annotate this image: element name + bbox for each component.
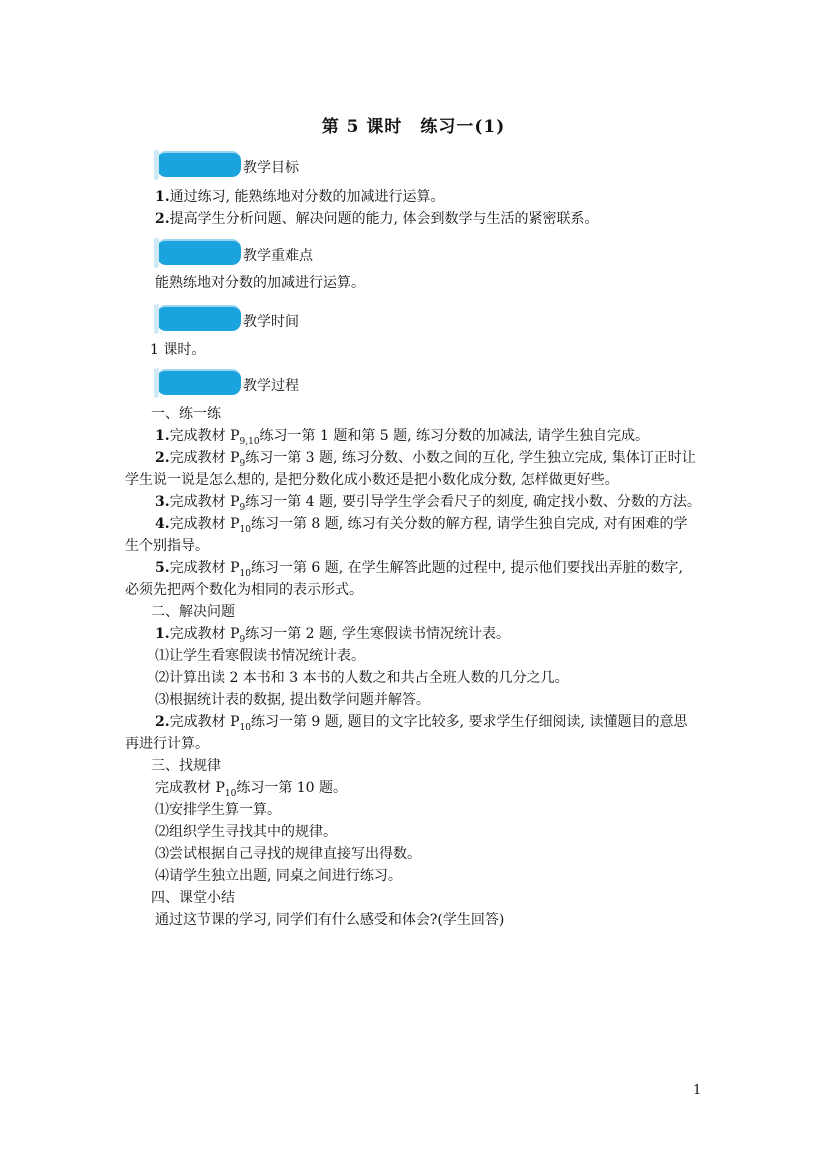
process-item: 3.完成教材 $P_9$练习一第 4 题, 要引导学生学会看尺子的刻度, 确定找小数、分数的方法。 bbox=[155, 494, 701, 513]
process-item: 2.完成教材 $P_9$练习一第 3 题, 练习分数、小数之间的互化, 学生独立完成, 集体订正时让 bbox=[155, 450, 696, 469]
section-process-label: 教学过程 bbox=[243, 378, 299, 394]
sub-item: ⑵组织学生寻找其中的规律。 bbox=[155, 824, 337, 840]
section-goals-label: 教学目标 bbox=[243, 160, 299, 176]
section-process bbox=[157, 369, 557, 397]
time-text: 1 课时。 bbox=[150, 342, 206, 358]
section-time-label: 教学时间 bbox=[243, 314, 299, 330]
key-points-text: 能熟练地对分数的加减进行运算。 bbox=[155, 275, 365, 291]
sub-item: ⑴安排学生算一算。 bbox=[155, 802, 281, 818]
process-item-continued: 必须先把两个数化为相同的表示形式。 bbox=[125, 582, 363, 598]
sub-item: ⑶尝试根据自己寻找的规律直接写出得数。 bbox=[155, 846, 421, 862]
part-heading: 一、练一练 bbox=[151, 406, 221, 422]
lesson-title: 第 5 课时 练习一(1) bbox=[321, 117, 506, 137]
process-item: 完成教材 $P_{10}$练习一第 10 题。 bbox=[155, 780, 348, 799]
summary-text: 通过这节课的学习, 同学们有什么感受和体会?(学生回答) bbox=[155, 912, 505, 928]
section-badge bbox=[157, 239, 241, 265]
section-time bbox=[157, 305, 557, 333]
process-item-continued: 生个别指导。 bbox=[125, 538, 209, 554]
section-badge bbox=[157, 151, 241, 177]
part-heading: 四、课堂小结 bbox=[151, 890, 235, 906]
process-item-continued: 再进行计算。 bbox=[125, 736, 209, 752]
process-item: 4.完成教材 $P_{10}$练习一第 8 题, 练习有关分数的解方程, 请学生独自完成, 对有困难的学 bbox=[155, 516, 688, 535]
sub-item: ⑷请学生独立出题, 同桌之间进行练习。 bbox=[155, 868, 402, 884]
goal-item: 1.通过练习, 能熟练地对分数的加减进行运算。 bbox=[155, 189, 445, 205]
section-badge bbox=[157, 369, 241, 395]
goal-item: 2.提高学生分析问题、解决问题的能力, 体会到数学与生活的紧密联系。 bbox=[155, 211, 599, 227]
part-heading: 三、找规律 bbox=[151, 758, 221, 774]
section-key-points-label: 教学重难点 bbox=[243, 248, 313, 264]
process-item: 5.完成教材 $P_{10}$练习一第 6 题, 在学生解答此题的过程中, 提示他们要找出弄脏的数字, bbox=[155, 560, 684, 579]
process-item: 2.完成教材 $P_{10}$练习一第 9 题, 题目的文字比较多, 要求学生仔细阅读, 读懂题目的意思 bbox=[155, 714, 688, 733]
page-number: 1 bbox=[693, 1083, 702, 1098]
process-item: 1.完成教材 $P_9$练习一第 2 题, 学生寒假读书情况统计表。 bbox=[155, 626, 510, 645]
part-heading: 二、解决问题 bbox=[151, 604, 235, 620]
sub-item: ⑴让学生看寒假读书情况统计表。 bbox=[155, 648, 365, 664]
process-item: 1.完成教材 $P_{9,10}$练习一第 1 题和第 5 题, 练习分数的加减法, 请学生独自完成。 bbox=[155, 428, 649, 447]
section-goals bbox=[157, 151, 557, 179]
section-badge bbox=[157, 305, 241, 331]
sub-item: ⑶根据统计表的数据, 提出数学问题并解答。 bbox=[155, 692, 430, 708]
sub-item: ⑵计算出读 2 本书和 3 本书的人数之和共占全班人数的几分之几。 bbox=[155, 670, 569, 686]
section-key-points bbox=[157, 239, 557, 267]
process-item-continued: 学生说一说是怎么想的, 是把分数化成小数还是把小数化成分数, 怎样做更好些。 bbox=[125, 472, 619, 488]
